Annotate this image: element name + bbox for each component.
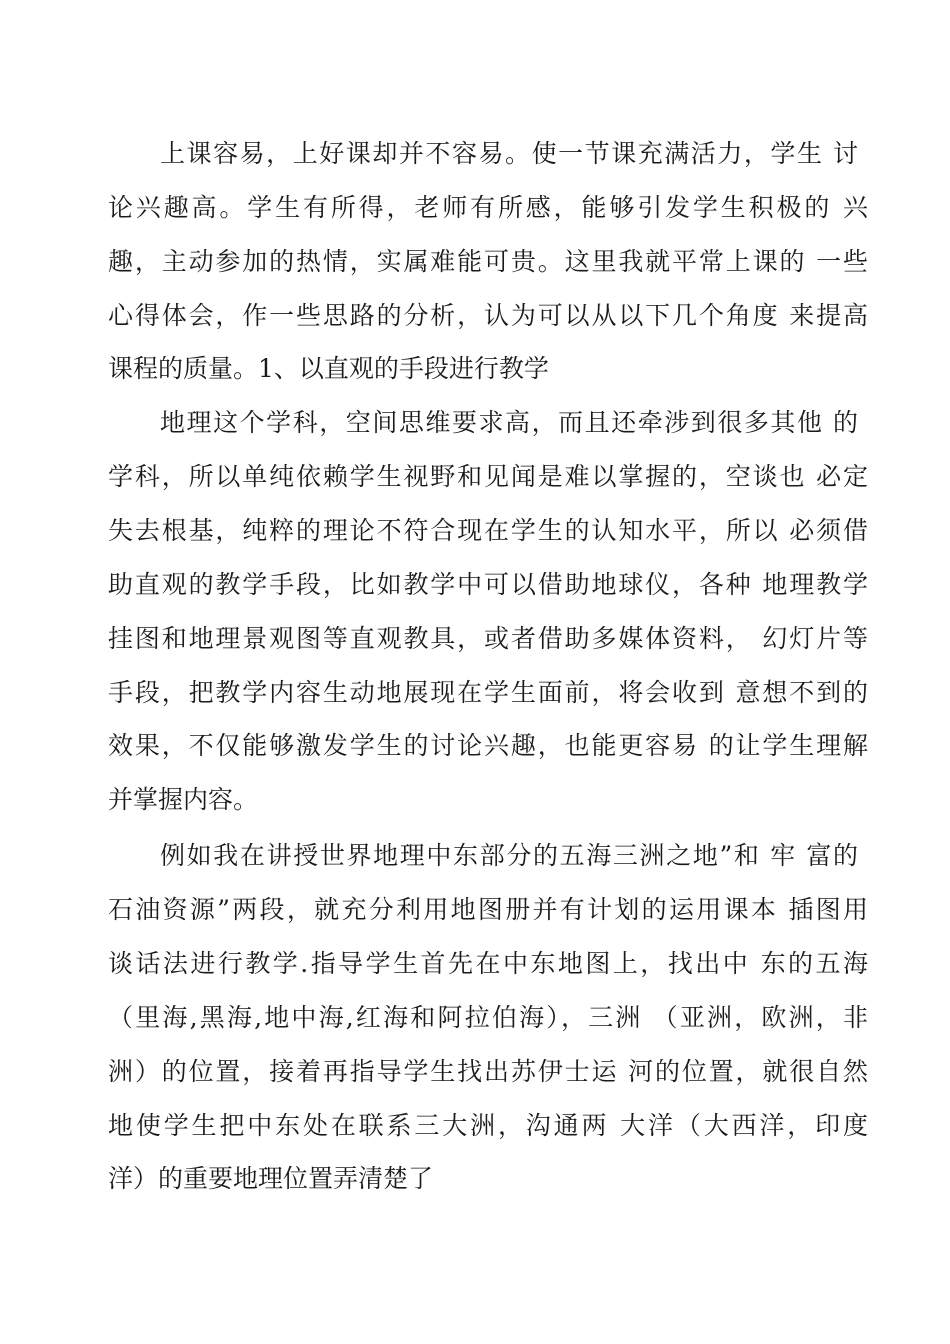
- paragraph-1-line-1: 上课容易，上好课却并不容易。使一节课充满活力，学生 讨: [160, 139, 858, 168]
- paragraph-1-line-4: 心得体会，作一些思路的分析，认为可以从以下几个角度 来提高: [108, 301, 868, 330]
- paragraph-2-line-7: 效果，不仅能够激发学生的讨论兴趣，也能更容易 的让学生理解: [108, 731, 868, 760]
- paragraph-3-line-6: 地使学生把中东处在联系三大洲，沟通两 大洋（大西洋，印度: [108, 1111, 868, 1140]
- paragraph-2-line-8: 并掌握内容。: [108, 785, 259, 814]
- paragraph-3-line-7: 洋）的重要地理位置弄清楚了: [108, 1164, 434, 1193]
- paragraph-3-line-1: 例如我在讲授世界地理中东部分的五海三洲之地”和 牢 富的: [160, 841, 858, 870]
- paragraph-3-line-2: 石油资源”两段，就充分利用地图册并有计划的运用课本 插图用: [108, 895, 868, 924]
- paragraph-3-line-3: 谈话法进行教学.指导学生首先在中东地图上，找出中 东的五海: [108, 949, 868, 978]
- paragraph-2-line-1: 地理这个学科，空间思维要求高，而且还牵涉到很多其他 的: [160, 408, 858, 437]
- paragraph-3-line-5: 洲）的位置，接着再指导学生找出苏伊士运 河的位置，就很自然: [108, 1057, 868, 1086]
- paragraph-2-line-2: 学科，所以单纯依赖学生视野和见闻是难以掌握的，空谈也 必定: [108, 462, 868, 491]
- paragraph-1-line-5: 课程的质量。1、以直观的手段进行教学: [108, 354, 549, 383]
- paragraph-1-line-2: 论兴趣高。学生有所得，老师有所感，能够引发学生积极的 兴: [108, 193, 868, 222]
- paragraph-3-line-4: （里海,黑海,地中海,红海和阿拉伯海），三洲 （亚洲，欧洲，非: [108, 1003, 868, 1032]
- paragraph-2-line-6: 手段，把教学内容生动地展现在学生面前，将会收到 意想不到的: [108, 678, 868, 707]
- paragraph-2-line-4: 助直观的教学手段，比如教学中可以借助地球仪，各种 地理教学: [108, 570, 868, 599]
- paragraph-1-line-3: 趣，主动参加的热情，实属难能可贵。这里我就平常上课的 一些: [108, 247, 868, 276]
- paragraph-2-line-5: 挂图和地理景观图等直观教具，或者借助多媒体资料， 幻灯片等: [108, 624, 868, 653]
- paragraph-2-line-3: 失去根基，纯粹的理论不符合现在学生的认知水平，所以 必须借: [108, 516, 868, 545]
